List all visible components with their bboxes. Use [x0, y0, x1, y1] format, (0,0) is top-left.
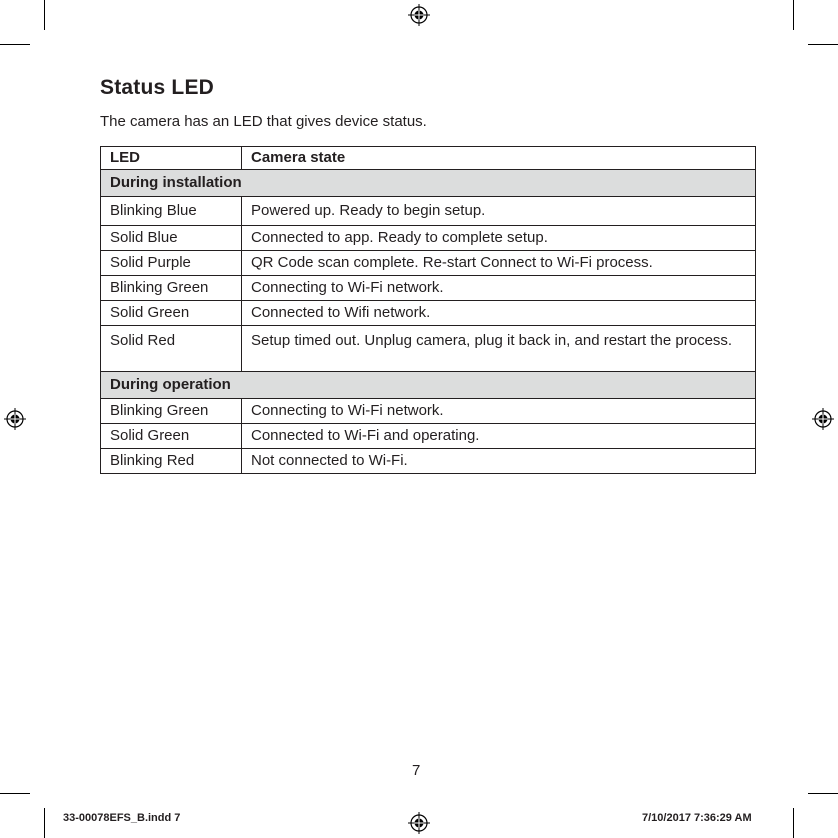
registration-mark-icon: [408, 4, 430, 26]
section-row: [101, 372, 756, 399]
state-cell: Connecting to Wi-Fi network.: [242, 276, 756, 301]
state-cell: Connected to Wifi network.: [242, 301, 756, 326]
led-cell: Solid Green: [101, 424, 242, 449]
state-cell: Powered up. Ready to begin setup.: [242, 197, 756, 226]
crop-mark: [44, 808, 45, 838]
status-led-table: [100, 146, 756, 474]
crop-mark: [793, 808, 794, 838]
section-row: [101, 170, 756, 197]
table-row: [101, 326, 756, 372]
registration-mark-icon: [4, 408, 26, 430]
led-cell: Blinking Green: [101, 276, 242, 301]
table-row: [101, 301, 756, 326]
table-row: [101, 226, 756, 251]
page-title: Status LED: [100, 76, 215, 99]
table-row: [101, 276, 756, 301]
led-cell: Solid Green: [101, 301, 242, 326]
table-row: [101, 197, 756, 226]
footer-file-name: 33-00078EFS_B.indd 7: [63, 812, 181, 824]
crop-mark: [0, 793, 30, 794]
registration-mark-icon: [812, 408, 834, 430]
state-cell: Setup timed out. Unplug camera, plug it back in, and restart the process.: [242, 326, 756, 372]
led-cell: Solid Purple: [101, 251, 242, 276]
crop-mark: [808, 44, 838, 45]
state-cell: Connecting to Wi-Fi network.: [242, 399, 756, 424]
state-cell: Not connected to Wi-Fi.: [242, 449, 756, 474]
led-cell: Solid Blue: [101, 226, 242, 251]
section-title-installation: During installation: [101, 170, 756, 197]
state-cell: QR Code scan complete. Re-start Connect to Wi-Fi process.: [242, 251, 756, 276]
table-row: [101, 449, 756, 474]
table-header-row: [101, 147, 756, 170]
page-number: 7: [412, 762, 421, 779]
header-camera-state: Camera state: [242, 147, 756, 170]
crop-mark: [793, 0, 794, 30]
table-row: [101, 251, 756, 276]
header-led: LED: [101, 147, 242, 170]
table-row: [101, 399, 756, 424]
footer-timestamp: 7/10/2017 7:36:29 AM: [642, 812, 752, 824]
state-cell: Connected to Wi-Fi and operating.: [242, 424, 756, 449]
led-cell: Blinking Blue: [101, 197, 242, 226]
state-cell: Connected to app. Ready to complete setup.: [242, 226, 756, 251]
table-row: [101, 424, 756, 449]
led-cell: Blinking Green: [101, 399, 242, 424]
crop-mark: [808, 793, 838, 794]
registration-mark-icon: [408, 812, 430, 834]
led-cell: Solid Red: [101, 326, 242, 372]
led-cell: Blinking Red: [101, 449, 242, 474]
intro-text: The camera has an LED that gives device status.: [100, 113, 427, 130]
section-title-operation: During operation: [101, 372, 756, 399]
crop-mark: [44, 0, 45, 30]
crop-mark: [0, 44, 30, 45]
